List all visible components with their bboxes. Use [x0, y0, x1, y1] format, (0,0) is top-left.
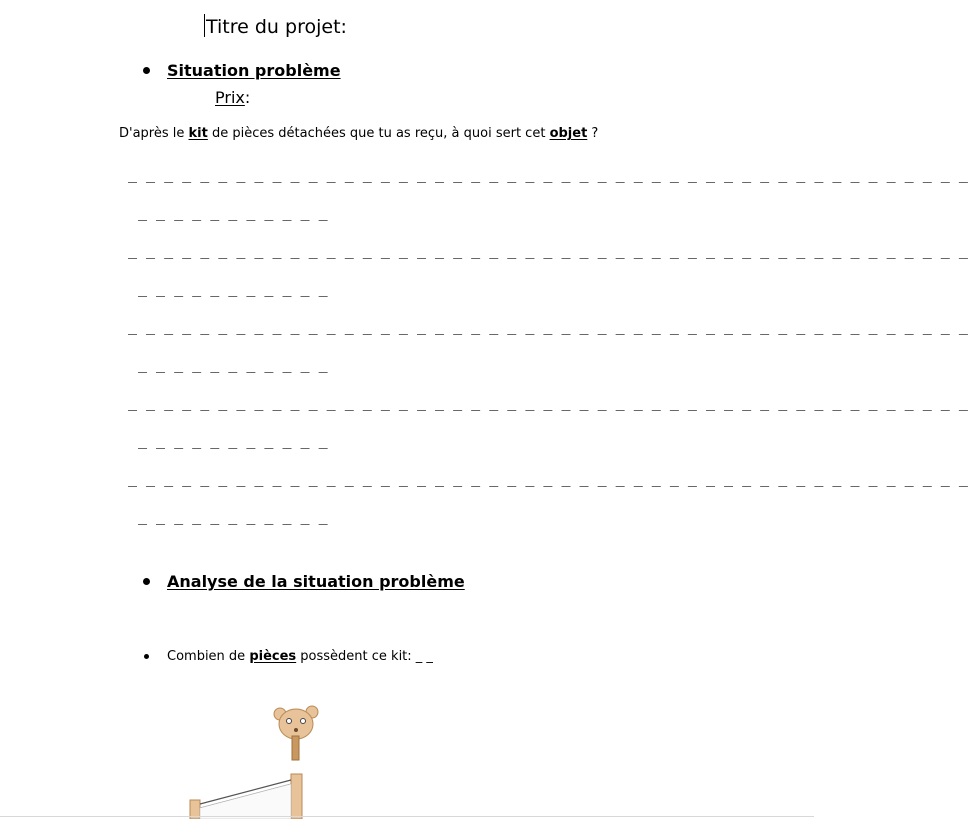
bullet-icon [143, 67, 150, 74]
answer-line[interactable]: _ _ _ _ _ _ _ _ _ _ _ _ _ _ _ _ _ _ _ _ _ _ _ _ _ _ _ _ _ _ _ _ _ _ _ _ _ _ _ _ _ _ _ _ _ _ _ [128, 241, 968, 259]
answer-line[interactable]: _ _ _ _ _ _ _ _ _ _ _ _ _ _ _ _ _ _ _ _ _ _ _ _ _ _ _ _ _ _ _ _ _ _ _ _ _ _ _ _ _ _ _ _ _ _ _ [128, 393, 968, 411]
answer-line-short[interactable]: _ _ _ _ _ _ _ _ _ _ _ [138, 507, 328, 525]
pieces-question: Combien de pièces possèdent ce kit: _ _ [167, 649, 433, 664]
kit-word: kit [188, 126, 208, 141]
answer-line[interactable]: _ _ _ _ _ _ _ _ _ _ _ _ _ _ _ _ _ _ _ _ _ _ _ _ _ _ _ _ _ _ _ _ _ _ _ _ _ _ _ _ _ _ _ _ _ _ _ [128, 165, 968, 183]
mouse-head-piece [274, 706, 318, 760]
kit-illustration [180, 700, 340, 819]
frame-piece [190, 774, 302, 819]
question-text: D'après le kit de pièces détachées que tu as reçu, à quoi sert cet objet ? [119, 126, 599, 141]
page-divider [0, 816, 814, 817]
answer-line-short[interactable]: _ _ _ _ _ _ _ _ _ _ _ [138, 203, 328, 221]
answer-line[interactable]: _ _ _ _ _ _ _ _ _ _ _ _ _ _ _ _ _ _ _ _ _ _ _ _ _ _ _ _ _ _ _ _ _ _ _ _ _ _ _ _ _ _ _ _ _ _ _ [128, 469, 968, 487]
answer-line-short[interactable]: _ _ _ _ _ _ _ _ _ _ _ [138, 279, 328, 297]
project-title[interactable]: Titre du projet: [206, 16, 347, 38]
text-cursor [204, 14, 205, 37]
situation-heading: Situation problème [167, 61, 341, 80]
objet-word: objet [549, 126, 588, 141]
prix-label: Prix: [215, 88, 251, 107]
pieces-word: pièces [249, 649, 297, 664]
answer-line[interactable]: _ _ _ _ _ _ _ _ _ _ _ _ _ _ _ _ _ _ _ _ _ _ _ _ _ _ _ _ _ _ _ _ _ _ _ _ _ _ _ _ _ _ _ _ _ _ _ [128, 317, 968, 335]
answer-line-short[interactable]: _ _ _ _ _ _ _ _ _ _ _ [138, 355, 328, 373]
bullet-icon [144, 654, 149, 659]
answer-line-short[interactable]: _ _ _ _ _ _ _ _ _ _ _ [138, 431, 328, 449]
bullet-icon [143, 578, 150, 585]
analyse-heading: Analyse de la situation problème [167, 572, 465, 591]
